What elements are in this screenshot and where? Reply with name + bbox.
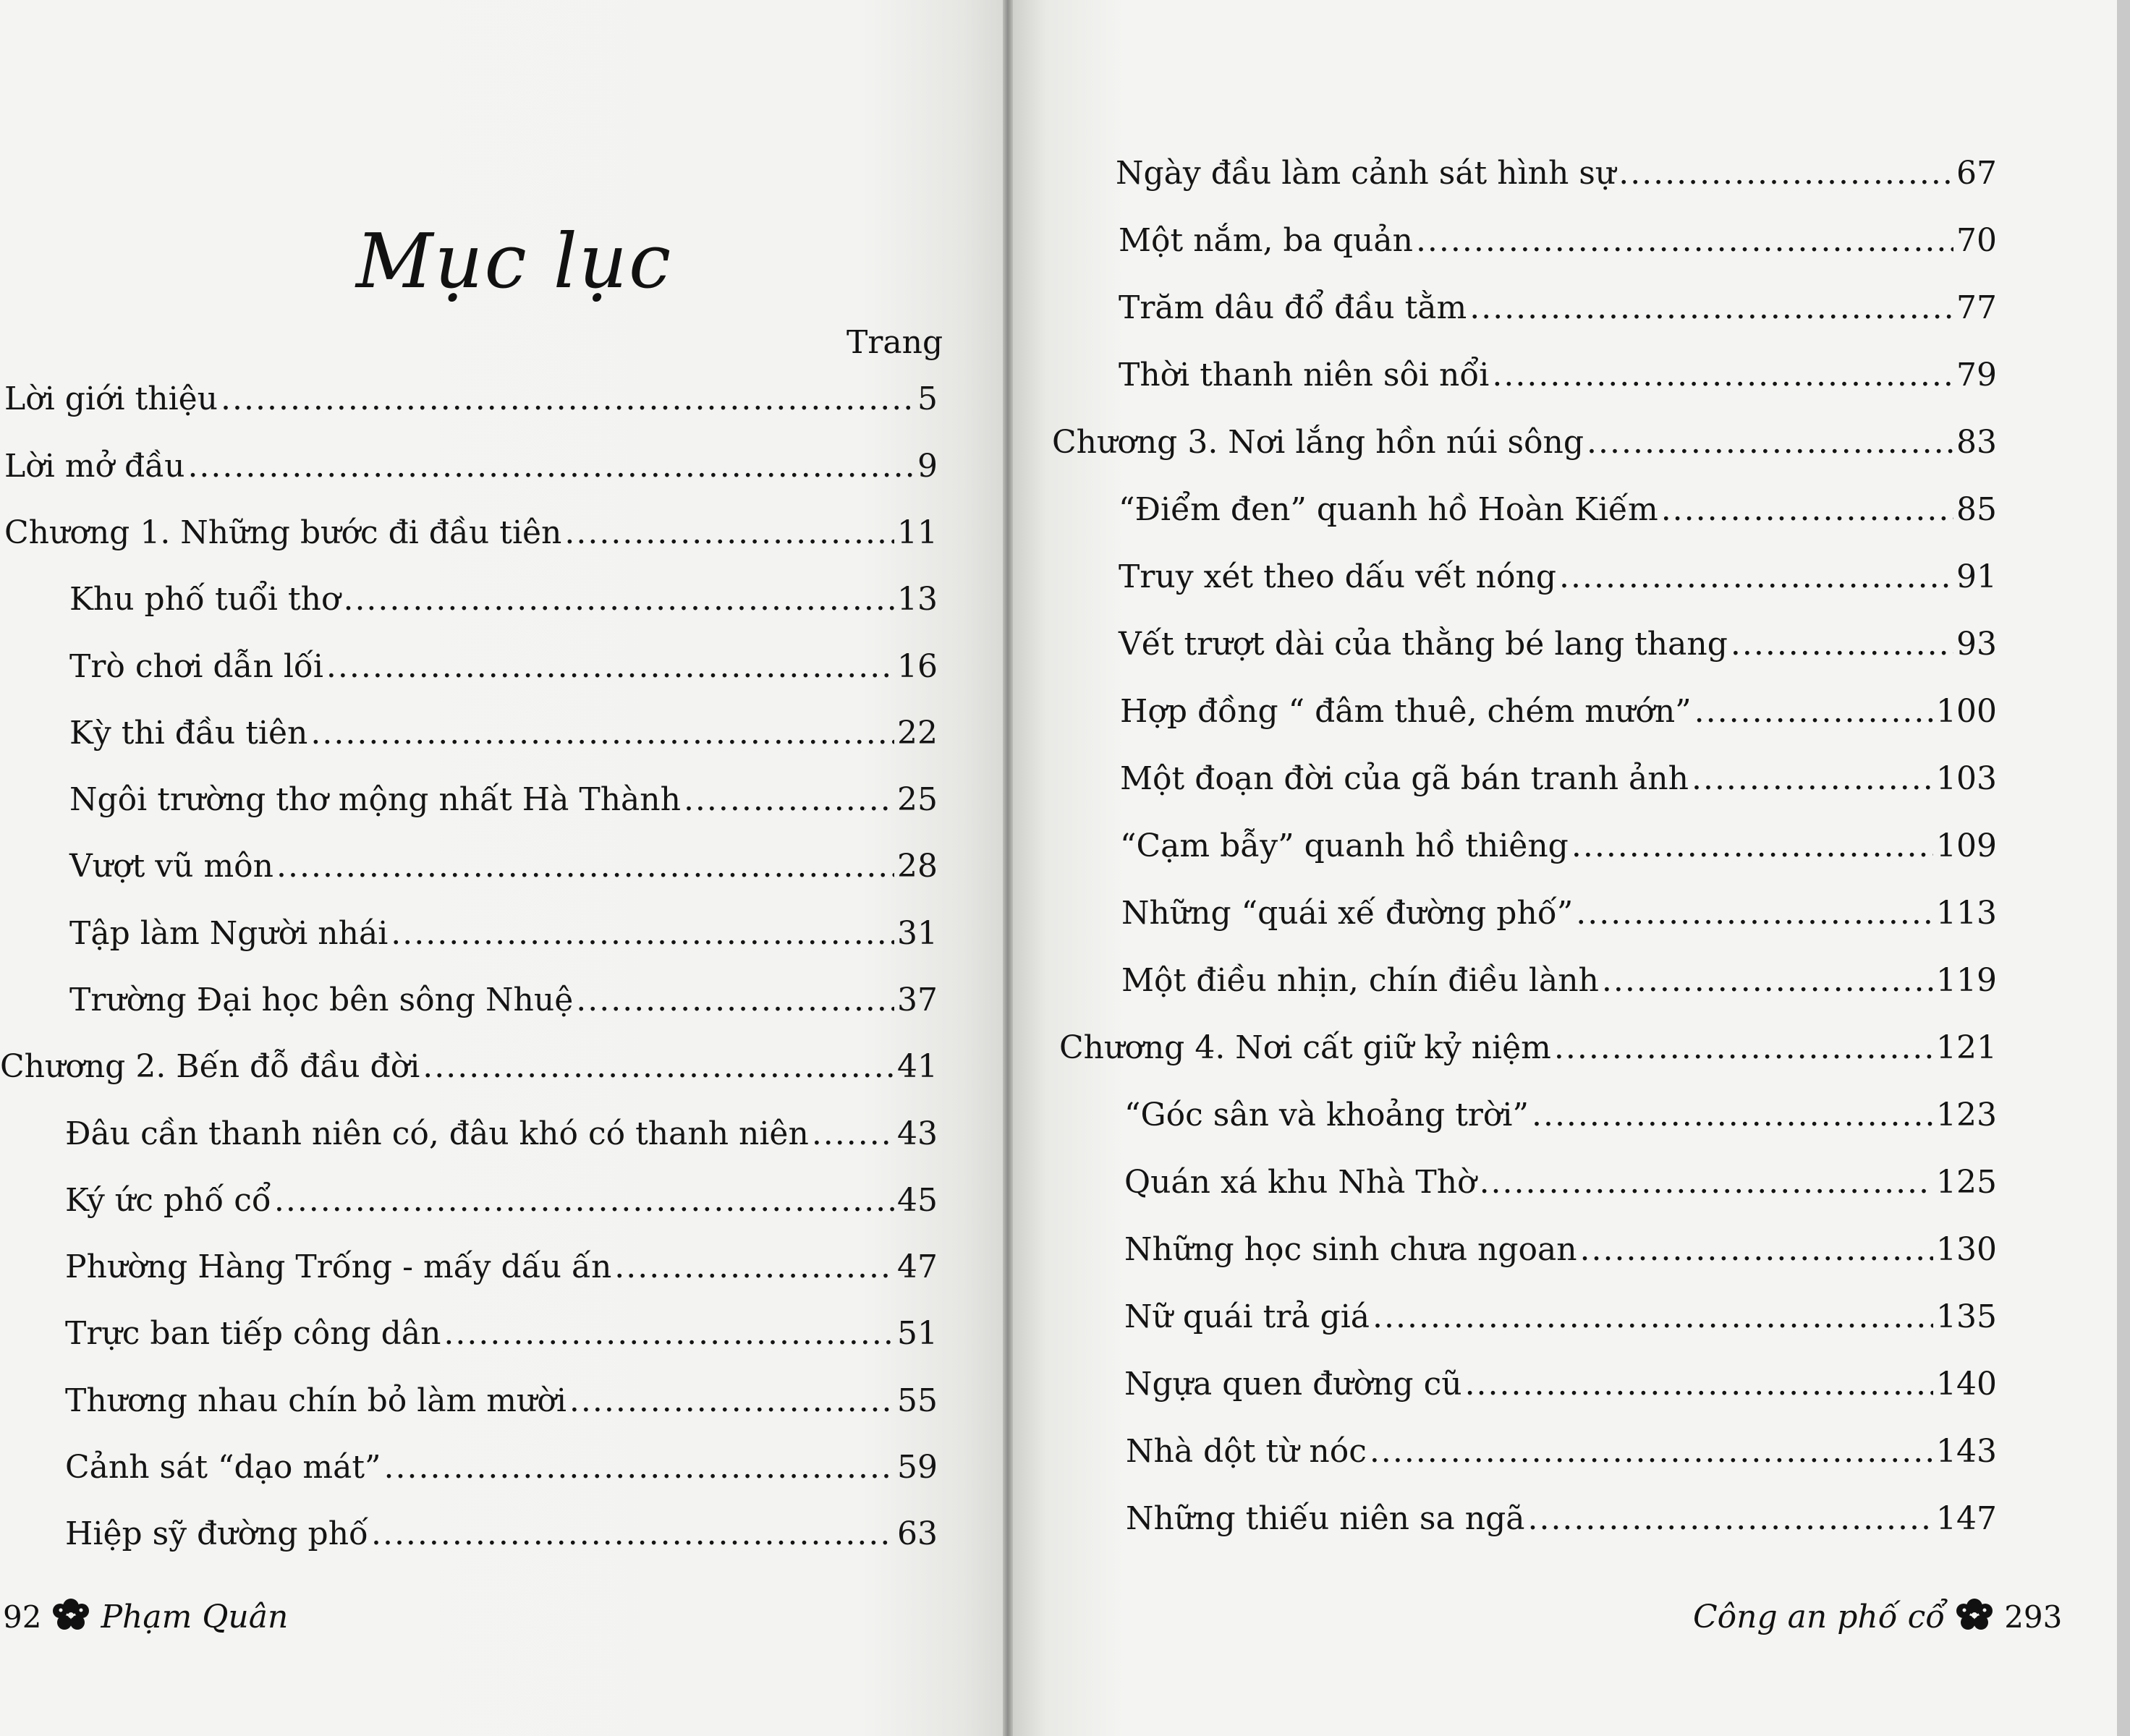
toc-entry-page: 16 bbox=[897, 648, 938, 685]
toc-entry bbox=[1119, 558, 1997, 600]
toc-entry-page: 37 bbox=[897, 982, 938, 1018]
toc-entry bbox=[1124, 1164, 1997, 1206]
toc-entry bbox=[1124, 1366, 1997, 1408]
toc-entry-page: 5 bbox=[917, 380, 938, 417]
toc-entry-title: Ngày đầu làm cảnh sát hình sự bbox=[1116, 155, 1616, 192]
toc-entry-page: 140 bbox=[1936, 1366, 1997, 1403]
toc-entry-title: Những học sinh chưa ngoan bbox=[1124, 1231, 1577, 1268]
right-page-footer bbox=[1693, 1595, 2062, 1638]
toc-entry bbox=[69, 715, 938, 757]
toc-entry-title: Chương 2. Bến đỗ đầu đời bbox=[0, 1048, 420, 1085]
toc-entry-title: Ký ức phố cổ bbox=[65, 1182, 271, 1219]
toc-entry-page: 70 bbox=[1956, 222, 1997, 259]
toc-entry bbox=[1120, 827, 1997, 869]
toc-entry-title: Vượt vũ môn bbox=[69, 848, 274, 885]
left-page-footer bbox=[3, 1595, 288, 1638]
toc-entry-title: Chương 3. Nơi lắng hồn núi sông bbox=[1052, 424, 1584, 461]
page-edge bbox=[2117, 0, 2130, 1736]
toc-entry-title: Cảnh sát “dạo mát” bbox=[65, 1449, 381, 1486]
toc-entry bbox=[69, 648, 938, 690]
toc-entry bbox=[65, 1515, 938, 1557]
toc-entry-page: 55 bbox=[897, 1382, 938, 1419]
toc-entry-page: 63 bbox=[897, 1515, 938, 1552]
toc-entry bbox=[1124, 1231, 1997, 1273]
toc-entry-page: 100 bbox=[1936, 693, 1997, 730]
toc-entry-page: 130 bbox=[1936, 1231, 1997, 1268]
toc-entry bbox=[1126, 1433, 1997, 1475]
toc-entry-page: 47 bbox=[897, 1248, 938, 1285]
toc-entry bbox=[69, 982, 938, 1024]
toc-entry-page: 51 bbox=[897, 1315, 938, 1352]
toc-entry bbox=[65, 1248, 938, 1290]
toc-entry-title: “Cạm bẫy” quanh hồ thiêng bbox=[1120, 827, 1569, 864]
toc-entry bbox=[1120, 760, 1997, 802]
toc-entry bbox=[4, 448, 938, 490]
toc-entry bbox=[1052, 424, 1997, 466]
toc-entry-title: Khu phố tuổi thơ bbox=[69, 581, 341, 618]
toc-entry-page: 25 bbox=[897, 781, 938, 818]
toc-entry-page: 85 bbox=[1956, 491, 1997, 528]
toc-entry-title: Lời giới thiệu bbox=[4, 380, 218, 417]
toc-entry-title: Thương nhau chín bỏ làm mười bbox=[65, 1382, 567, 1419]
toc-entry-title: Trường Đại học bên sông Nhuệ bbox=[69, 982, 574, 1018]
toc-entry bbox=[1119, 626, 1997, 668]
toc-entry-page: 43 bbox=[897, 1115, 938, 1152]
toc-entry-title: Hiệp sỹ đường phố bbox=[65, 1515, 368, 1552]
toc-entry-title: Thời thanh niên sôi nổi bbox=[1119, 357, 1490, 393]
toc-entry bbox=[1119, 222, 1997, 264]
toc-entry bbox=[69, 781, 938, 823]
toc-entry-title: Lời mở đầu bbox=[4, 448, 185, 485]
toc-entry bbox=[1059, 1029, 1997, 1071]
toc-entry-title: Vết trượt dài của thằng bé lang thang bbox=[1119, 626, 1728, 663]
toc-entry bbox=[69, 581, 938, 623]
toc-entry-title: Đâu cần thanh niên có, đâu khó có thanh niên bbox=[65, 1115, 809, 1152]
toc-entry-title: Truy xét theo dấu vết nóng bbox=[1119, 558, 1556, 595]
toc-entry-page: 93 bbox=[1956, 626, 1997, 663]
toc-entry-page: 121 bbox=[1936, 1029, 1997, 1066]
toc-entry-page: 13 bbox=[897, 581, 938, 618]
toc-entry-title: Một đoạn đời của gã bán tranh ảnh bbox=[1120, 760, 1689, 797]
toc-entry-title: Chương 1. Những bước đi đầu tiên bbox=[4, 514, 562, 551]
left-page-number: 92 bbox=[3, 1599, 42, 1635]
right-page-number: 293 bbox=[2004, 1599, 2063, 1635]
toc-entry-title: “Góc sân và khoảng trời” bbox=[1124, 1097, 1529, 1133]
toc-entry-page: 22 bbox=[897, 715, 938, 752]
toc-entry bbox=[4, 514, 938, 556]
toc-entry bbox=[1119, 289, 1997, 331]
toc-entry-title: Hợp đồng “ đâm thuê, chém mướn” bbox=[1120, 693, 1692, 730]
toc-entry-page: 103 bbox=[1936, 760, 1997, 797]
toc-entry bbox=[65, 1382, 938, 1424]
toc-entry-page: 9 bbox=[917, 448, 938, 485]
toc-entry bbox=[1116, 155, 1997, 197]
toc-entry-title: Những thiếu niên sa ngã bbox=[1126, 1500, 1525, 1537]
toc-entry bbox=[4, 380, 938, 422]
toc-entry-page: 79 bbox=[1956, 357, 1997, 393]
toc-title: Mục lục bbox=[356, 217, 673, 305]
toc-entry bbox=[1124, 1097, 1997, 1139]
toc-entry-title: Những “quái xế đường phố” bbox=[1121, 895, 1574, 932]
toc-entry-title: Nữ quái trả giá bbox=[1124, 1298, 1370, 1335]
toc-entry-title: Trực ban tiếp công dân bbox=[65, 1315, 441, 1352]
toc-entry-title: Một nắm, ba quản bbox=[1119, 222, 1413, 259]
toc-entry-page: 135 bbox=[1936, 1298, 1997, 1335]
toc-entry-page: 67 bbox=[1956, 155, 1997, 192]
toc-entry bbox=[1119, 357, 1997, 399]
page-column-label: Trang bbox=[847, 324, 943, 361]
toc-entry-title: Ngôi trường thơ mộng nhất Hà Thành bbox=[69, 781, 681, 818]
toc-entry-page: 11 bbox=[897, 514, 938, 551]
toc-entry-title: Nhà dột từ nóc bbox=[1126, 1433, 1367, 1470]
toc-entry-page: 119 bbox=[1936, 962, 1997, 999]
toc-entry bbox=[69, 848, 938, 890]
toc-entry-title: Ngựa quen đường cũ bbox=[1124, 1366, 1462, 1403]
toc-entry-page: 83 bbox=[1956, 424, 1997, 461]
toc-entry-title: Trăm dâu đổ đầu tằm bbox=[1119, 289, 1467, 326]
toc-entry-page: 31 bbox=[897, 915, 938, 952]
toc-entry bbox=[1121, 895, 1997, 937]
toc-entry-page: 147 bbox=[1936, 1500, 1997, 1537]
toc-entry bbox=[1119, 491, 1997, 533]
toc-entry bbox=[65, 1315, 938, 1357]
toc-entry-page: 109 bbox=[1936, 827, 1997, 864]
toc-entry bbox=[1124, 1298, 1997, 1340]
toc-entry bbox=[0, 1048, 938, 1090]
toc-entry-page: 125 bbox=[1936, 1164, 1997, 1201]
toc-entry-title: Phường Hàng Trống - mấy dấu ấn bbox=[65, 1248, 612, 1285]
toc-entry bbox=[69, 915, 938, 957]
book-gutter bbox=[1003, 0, 1013, 1736]
toc-entry bbox=[1126, 1500, 1997, 1542]
toc-entry bbox=[65, 1182, 938, 1224]
flower-ornament-icon bbox=[1952, 1598, 1997, 1635]
flower-ornament-icon bbox=[48, 1598, 93, 1635]
toc-entry-title: “Điểm đen” quanh hồ Hoàn Kiếm bbox=[1119, 491, 1658, 528]
toc-entry bbox=[65, 1449, 938, 1491]
right-page bbox=[1013, 0, 2130, 1736]
toc-entry-title: Chương 4. Nơi cất giữ kỷ niệm bbox=[1059, 1029, 1551, 1066]
toc-entry-title: Một điều nhịn, chín điều lành bbox=[1121, 962, 1599, 999]
toc-entry-page: 59 bbox=[897, 1449, 938, 1486]
toc-entry-page: 28 bbox=[897, 848, 938, 885]
toc-entry bbox=[1121, 962, 1997, 1004]
toc-entry-page: 143 bbox=[1936, 1433, 1997, 1470]
toc-entry-page: 123 bbox=[1936, 1097, 1997, 1133]
toc-entry-title: Quán xá khu Nhà Thờ bbox=[1124, 1164, 1477, 1201]
book-title: Công an phố cổ bbox=[1693, 1598, 1946, 1635]
toc-entry-page: 77 bbox=[1956, 289, 1997, 326]
toc-entry-title: Kỳ thi đầu tiên bbox=[69, 715, 308, 752]
toc-entry-page: 41 bbox=[897, 1048, 938, 1085]
toc-entry bbox=[1120, 693, 1997, 735]
left-page bbox=[0, 0, 1003, 1736]
toc-entry-title: Trò chơi dẫn lối bbox=[69, 648, 323, 685]
toc-entry-page: 45 bbox=[897, 1182, 938, 1219]
author-name: Phạm Quân bbox=[101, 1598, 289, 1635]
toc-entry bbox=[65, 1115, 938, 1157]
toc-entry-page: 91 bbox=[1956, 558, 1997, 595]
toc-entry-page: 113 bbox=[1936, 895, 1997, 932]
toc-entry-title: Tập làm Người nhái bbox=[69, 915, 389, 952]
